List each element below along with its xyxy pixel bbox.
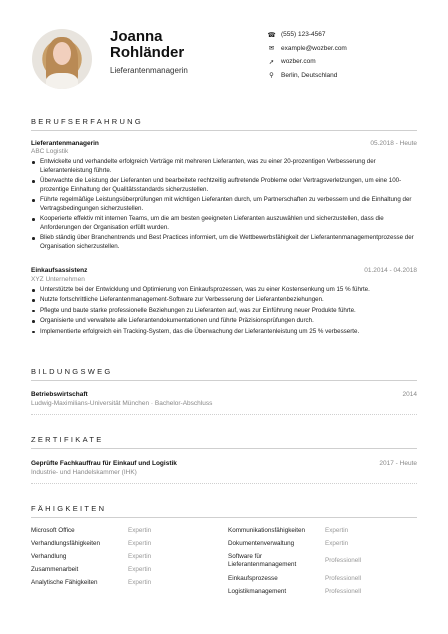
skill-name: Microsoft Office — [31, 527, 75, 534]
skill-name: Verhandlungsfähigkeiten — [31, 540, 100, 547]
contact-phone — [268, 28, 438, 42]
list-item: Führte regelmäßige Leistungsüberprüfungen mit wichtigen Lieferanten durch, um Partnerschaften zu verbessern und die Einhaltung der Vertragsbedingungen sicherzustellen. — [31, 196, 419, 213]
skill-item — [228, 553, 361, 569]
skill-level: Expertin — [128, 540, 152, 547]
list-item: Organisierte und verwaltete alle Lieferantendokumentationen und führte Präzisionsprüfungen durch. — [31, 317, 419, 326]
job-title: Einkaufsassistenz — [31, 267, 88, 274]
skill-level: Expertin — [128, 579, 152, 586]
email-text[interactable]: example@wozber.com — [281, 44, 347, 52]
skill-item — [31, 579, 151, 587]
skill-name: Zusammenarbeit — [31, 566, 79, 573]
contact-location — [268, 69, 438, 83]
skill-name: Software für Lieferantenmanagement — [228, 553, 297, 568]
skill-item — [228, 540, 348, 548]
certificate-date: 2017 - Heute — [379, 460, 417, 467]
phone-icon: ☎ — [267, 31, 276, 39]
list-item: Pflegte und baute starke professionelle Beziehungen zu Lieferanten auf, was zur Einführung neuer Produkte führte. — [31, 307, 419, 316]
skill-level: Expertin — [128, 553, 152, 560]
section-divider — [31, 130, 417, 131]
skill-level: Expertin — [325, 540, 349, 547]
skill-name: Analytische Fähigkeiten — [31, 579, 98, 586]
certificates-heading: ZERTIFIKATE — [31, 435, 104, 444]
list-item: Implementierte erfolgreich ein Tracking-System, das die Überwachung der Lieferantenleistung um 25 % verbesserte. — [31, 328, 419, 337]
name-first: Joanna — [110, 28, 163, 45]
skill-level: Professionell — [325, 557, 362, 564]
skill-item — [31, 553, 151, 561]
list-item: Unterstützte bei der Entwicklung und Optimierung von Einkaufsprozessen, was zu einer Kostensenkung um 15 % führte. — [31, 286, 419, 295]
website-text[interactable]: wozber.com — [281, 58, 316, 66]
skills-heading: FÄHIGKEITEN — [31, 504, 107, 513]
mail-icon: ✉ — [268, 45, 275, 53]
contact-list — [268, 28, 438, 82]
skill-item — [31, 540, 151, 548]
list-item: Nutzte fortschrittliche Lieferantenmanagement-Software zur Verbesserung der Lieferantenbeziehungen. — [31, 296, 419, 305]
skill-name: Logistikmanagement — [228, 588, 287, 595]
degree-date: 2014 — [402, 391, 417, 398]
contact-email[interactable] — [268, 42, 438, 56]
skill-name: Kommunikationsfähigkeiten — [228, 527, 306, 534]
location-text: Berlin, Deutschland — [281, 71, 338, 79]
job-company: ABC Logistik — [31, 148, 69, 155]
name-last: Rohländer — [110, 44, 185, 61]
list-item: Entwickelte und verhandelte erfolgreich Verträge mit mehreren Lieferanten, was zu einer 20-prozentigen Verbesserung der Lieferantenleistung führte. — [31, 158, 419, 175]
skill-item — [31, 527, 151, 535]
list-item: Überwachte die Leistung der Lieferanten und bearbeitete rechtzeitig auftretende Probleme oder Vertragsverletzungen, um eine 100-prozentige Einhaltung der Qualitätsstandards sicherzustellen. — [31, 177, 419, 194]
certificate-title: Geprüfte Fachkauffrau für Einkauf und Logistik — [31, 460, 177, 467]
item-divider — [31, 483, 417, 484]
skill-name: Einkaufsprozesse — [228, 575, 278, 582]
skill-level: Professionell — [325, 575, 362, 582]
job-bullets — [31, 158, 419, 252]
candidate-title: Lieferantenmanagerin — [110, 66, 188, 75]
skill-level: Expertin — [325, 527, 349, 534]
profile-photo — [32, 29, 92, 89]
section-divider — [31, 517, 417, 518]
skill-level: Expertin — [128, 566, 152, 573]
skill-level: Expertin — [128, 527, 152, 534]
skill-item — [228, 588, 361, 596]
list-item: Kooperierte effektiv mit internen Teams, um die am besten geeigneten Lieferanten auszuwählen und sicherzustellen, dass die Anforderungen der Organisation erfüllt wurden. — [31, 215, 419, 232]
skill-name: Verhandlung — [31, 553, 67, 560]
certificate-issuer: Industrie- und Handelskammer (IHK) — [31, 469, 137, 476]
contact-website[interactable] — [268, 55, 438, 69]
skill-item — [31, 566, 151, 574]
education-heading: BILDUNGSWEG — [31, 367, 113, 376]
job-date: 05.2018 - Heute — [370, 140, 417, 147]
job-date: 01.2014 - 04.2018 — [364, 267, 417, 274]
link-icon: ➚ — [268, 58, 275, 66]
skill-item — [228, 527, 348, 535]
section-divider — [31, 448, 417, 449]
section-divider — [31, 380, 417, 381]
phone-text: (555) 123-4567 — [281, 31, 326, 39]
experience-heading: BERUFSERFAHRUNG — [31, 117, 144, 126]
degree-detail: Ludwig-Maximilians-Universität München · Bachelor-Abschluss — [31, 400, 213, 407]
job-bullets — [31, 286, 419, 337]
candidate-name — [110, 29, 250, 61]
skill-level: Professionell — [325, 588, 362, 595]
job-company: XYZ Unternehmen — [31, 276, 85, 283]
list-item: Blieb ständig über Branchentrends und Best Practices informiert, um die Wettbewerbsfähigkeit der Lieferantenmanagementprozesse der Organisation sicherzustellen. — [31, 234, 419, 251]
skill-item — [228, 575, 361, 583]
degree-title: Betriebswirtschaft — [31, 391, 88, 398]
item-divider — [31, 414, 417, 415]
location-icon: ⚲ — [269, 72, 274, 80]
job-title: Lieferantenmanagerin — [31, 140, 99, 147]
skill-name: Dokumentenverwaltung — [228, 540, 295, 547]
